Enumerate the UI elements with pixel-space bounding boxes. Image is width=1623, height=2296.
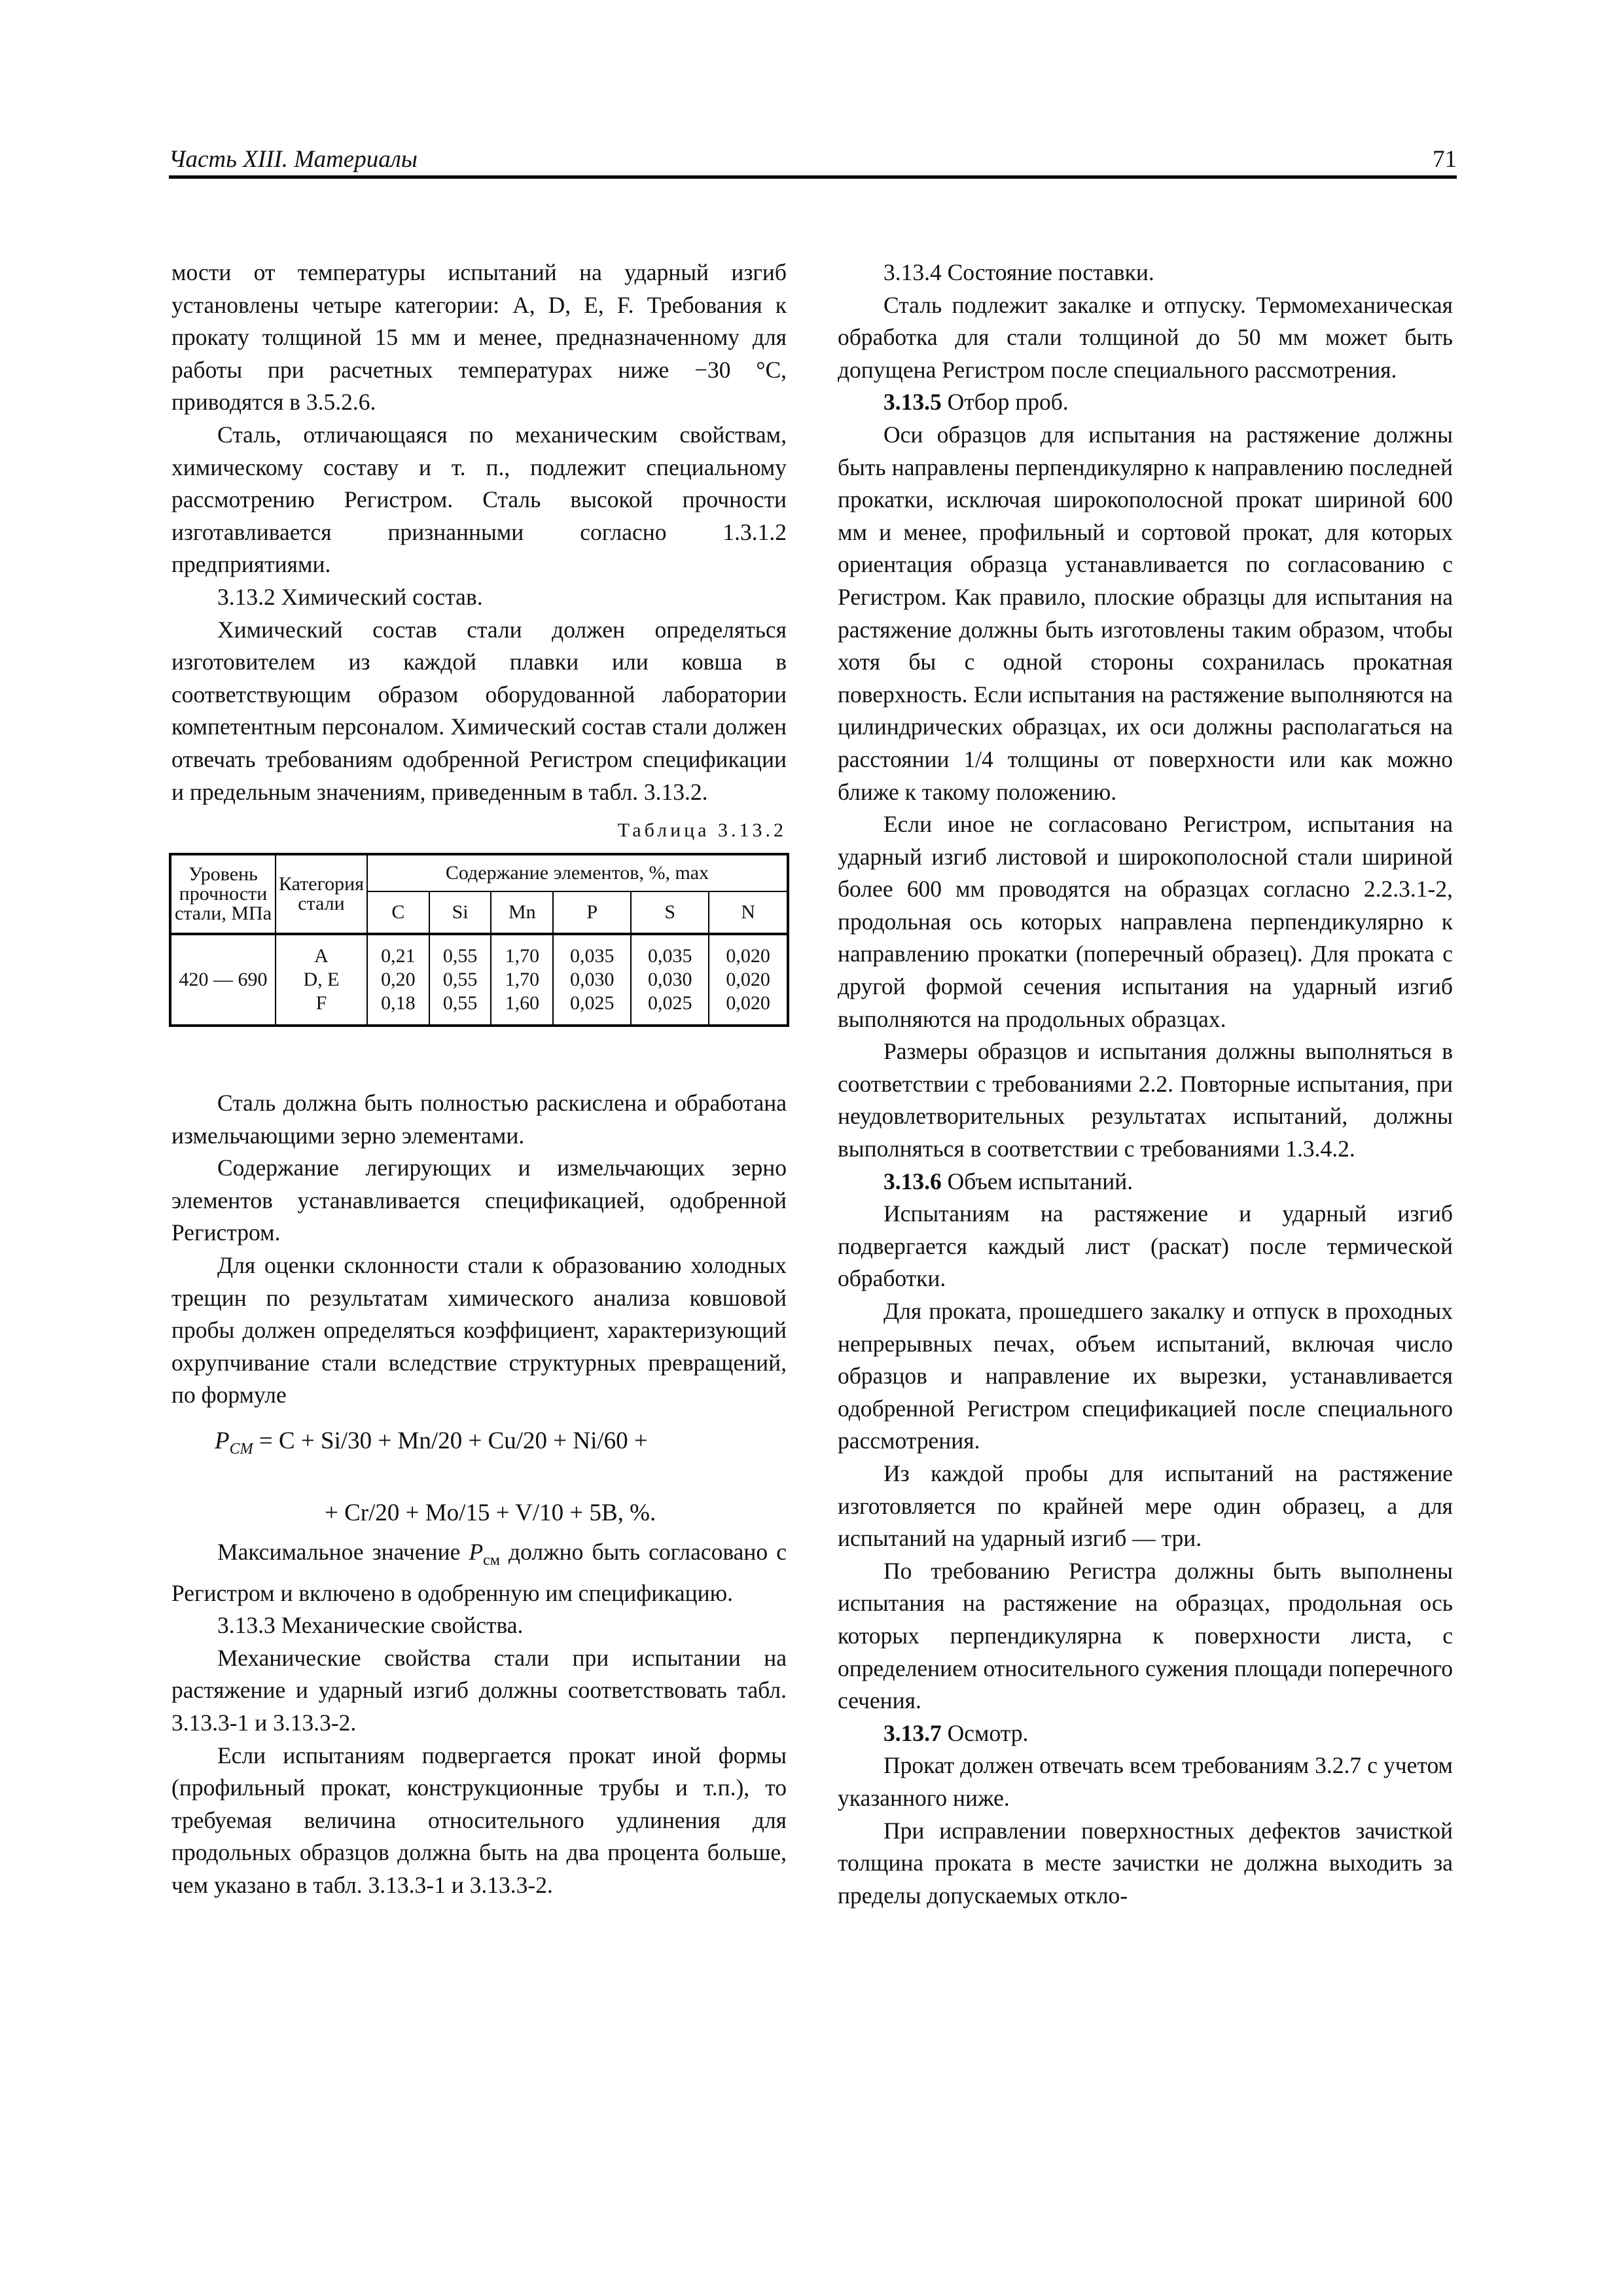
- section-title: Осмотр.: [947, 1719, 1029, 1746]
- paragraph: Химический состав стали должен определяться изготовителем из каждой плавки или ковша в соответствующим образом оборудованной лаборатории компетентным персоналом. Химический состав стали должен отвечать требованиям одобренной Регистром спецификации и предельным значениям, приведенным в табл. 3.13.2.: [171, 616, 787, 805]
- section-number: 3.13.4: [883, 259, 942, 285]
- section-number: 3.13.7: [883, 1719, 942, 1746]
- header-element: N: [709, 891, 788, 934]
- paragraph: мости от температуры испытаний на ударный изгиб установлены четыре категории: A, D, E, F. Требования к прокату толщиной 15 мм и менее, предназначенному для работы при расчетных температурах ниже −30 °C, приводятся в 3.5.2.6.: [171, 259, 787, 416]
- paragraph: Размеры образцов и испытания должны выполняться в соответствии с требованиями 2.2. Повторные испытания, при неудовлетворительных результатах испытаний, должны выполняться в соответствии с требованиями 1.3.4.2.: [838, 1038, 1453, 1162]
- formula-line-1: [171, 1425, 787, 1465]
- pcm-subscript: см: [483, 1552, 500, 1570]
- section-heading-3-13-2: [171, 581, 787, 614]
- header-level: Уровень прочности стали, МПа: [170, 854, 276, 934]
- cell-p: 0,035 0,030 0,025: [553, 934, 631, 1026]
- chemical-composition-table: [169, 853, 789, 1027]
- left-column: [171, 257, 787, 1902]
- formula-line-2: + Cr/20 + Mo/15 + V/10 + 5B, %.: [325, 1499, 656, 1527]
- section-title: Механические свойства.: [281, 1612, 524, 1639]
- section-title: Химический состав.: [281, 583, 483, 610]
- formula-symbol: P: [215, 1427, 230, 1455]
- section-heading-3-13-7: [838, 1717, 1453, 1750]
- paragraph: При исправлении поверхностных дефектов зачисткой толщина проката в месте зачистки не должна выходить за пределы допускаемых откло-: [838, 1817, 1453, 1909]
- formula-text-1: = C + Si/30 + Mn/20 + Cu/20 + Ni/60 +: [253, 1427, 648, 1455]
- pcm-formula: [171, 1425, 787, 1530]
- section-title: Состояние поставки.: [947, 259, 1154, 285]
- cell-si: 0,55 0,55 0,55: [429, 934, 491, 1026]
- section-number: 3.13.3: [217, 1612, 276, 1639]
- header-element: P: [553, 891, 631, 934]
- header-element: Si: [429, 891, 491, 934]
- cell-s: 0,035 0,030 0,025: [631, 934, 709, 1026]
- section-number: 3.13.5: [883, 389, 942, 416]
- header-element: S: [631, 891, 709, 934]
- formula-subscript: CM: [229, 1441, 253, 1458]
- pcm-symbol: P: [469, 1539, 484, 1566]
- header-category: Категория стали: [276, 854, 367, 934]
- table-caption: Таблица 3.13.2: [617, 819, 787, 842]
- header-element: Mn: [491, 891, 553, 934]
- page-number: 71: [1433, 146, 1457, 173]
- paragraph: Содержание легирующих и измельчающих зерно элементов устанавливается спецификацией, одобренной Регистром.: [171, 1155, 787, 1246]
- header-title: Часть XIII. Материалы: [169, 146, 418, 173]
- section-heading-3-13-3: [171, 1609, 787, 1642]
- section-title: Объем испытаний.: [947, 1168, 1133, 1194]
- header-content: Содержание элементов, %, max: [367, 854, 788, 891]
- spacer: [171, 1027, 787, 1087]
- paragraph: Максимальное значение $P_{см}$ должно быть согласовано с Регистром и включено в одобренную им спецификацию.: [171, 1539, 787, 1606]
- paragraph: Если испытаниям подвергается прокат иной формы (профильный прокат, конструкционные трубы и т.п.), то требуемая величина относительного удлинения для продольных образцов должна быть на два процента больше, чем указано в табл. 3.13.3-1 и 3.13.3-2.: [171, 1742, 787, 1898]
- right-column: [838, 257, 1453, 1912]
- paragraph: Для оценки склонности стали к образованию холодных трещин по результатам химического анализа ковшовой пробы должен определяться коэффициент, характеризующий охрупчивание стали вследствие структурных превращений, по формуле: [171, 1252, 787, 1408]
- section-number: 3.13.6: [883, 1168, 942, 1194]
- paragraph: Сталь должна быть полностью раскислена и обработана измельчающими зерно элементами.: [171, 1090, 787, 1149]
- header-element: C: [367, 891, 429, 934]
- paragraph: Оси образцов для испытания на растяжение должны быть направлены перпендикулярно к направлению последней прокатки, исключая широкополосной прокат шириной 600 мм и менее, профильный и сортовой прокат, для которых ориентация образца устанавливается по согласованию с Регистром. Как правило, плоские образцы для испытания на растяжение должны быть изготовлены таким образом, чтобы хотя бы с одной стороны сохранилась прокатная поверхность. Если испытания на растяжение выполняются на цилиндрических образцах, их оси должны располагаться на расстоянии 1/4 толщины от поверхности или как можно ближе к такому положению.: [838, 421, 1453, 805]
- paragraph: Сталь подлежит закалке и отпуску. Термомеханическая обработка для стали толщиной до 50 мм может быть допущена Регистром после специального рассмотрения.: [838, 291, 1453, 383]
- cell-level: 420 — 690: [170, 934, 276, 1026]
- header-rule: [169, 175, 1457, 179]
- paragraph: Из каждой пробы для испытаний на растяжение изготовляется по крайней мере один образец, а для испытаний на ударный изгиб — три.: [838, 1460, 1453, 1552]
- section-title: Отбор проб.: [947, 389, 1069, 416]
- paragraph: Сталь, отличающаяся по механическим свойствам, химическому составу и т. п., подлежит специальному рассмотрению Регистром. Сталь высокой прочности изготавливается признанными согласно 1.3.1.2 предприятиями.: [171, 421, 787, 578]
- section-heading-3-13-6: [838, 1166, 1453, 1198]
- paragraph: Для проката, прошедшего закалку и отпуск в проходных непрерывных печах, объем испытаний, включая число образцов и направление их вырезки, устанавливается одобренной Регистром спецификацией после специального рассмотрения.: [838, 1298, 1453, 1454]
- section-heading-3-13-5: [838, 386, 1453, 419]
- paragraph: По требованию Регистра должны быть выполнены испытания на растяжение на образцах, продольная ось которых перпендикулярна к поверхности листа, с определением относительного сужения площади поперечного сечения.: [838, 1557, 1453, 1714]
- section-number: 3.13.2: [217, 583, 276, 610]
- paragraph: Прокат должен отвечать всем требованиям 3.2.7 с учетом указанного ниже.: [838, 1752, 1453, 1811]
- cell-categories: A D, E F: [276, 934, 367, 1026]
- cell-c: 0,21 0,20 0,18: [367, 934, 429, 1026]
- cell-mn: 1,70 1,70 1,60: [491, 934, 553, 1026]
- cell-n: 0,020 0,020 0,020: [709, 934, 788, 1026]
- paragraph: Если иное не согласовано Регистром, испытания на ударный изгиб листовой и широкополосной стали шириной более 600 мм проводятся на образцах согласно 2.2.3.1-2, продольная ось которых направлена перпендикулярно к направлению прокатки (поперечный образец). Для проката с другой формой сечения испытания на ударный изгиб выполняются на продольных образцах.: [838, 811, 1453, 1032]
- section-heading-3-13-4: [838, 257, 1453, 289]
- paragraph: Механические свойства стали при испытании на растяжение и ударный изгиб должны соответствовать табл. 3.13.3-1 и 3.13.3-2.: [171, 1644, 787, 1736]
- paragraph: Испытаниям на растяжение и ударный изгиб подвергается каждый лист (раскат) после термической обработки.: [838, 1200, 1453, 1292]
